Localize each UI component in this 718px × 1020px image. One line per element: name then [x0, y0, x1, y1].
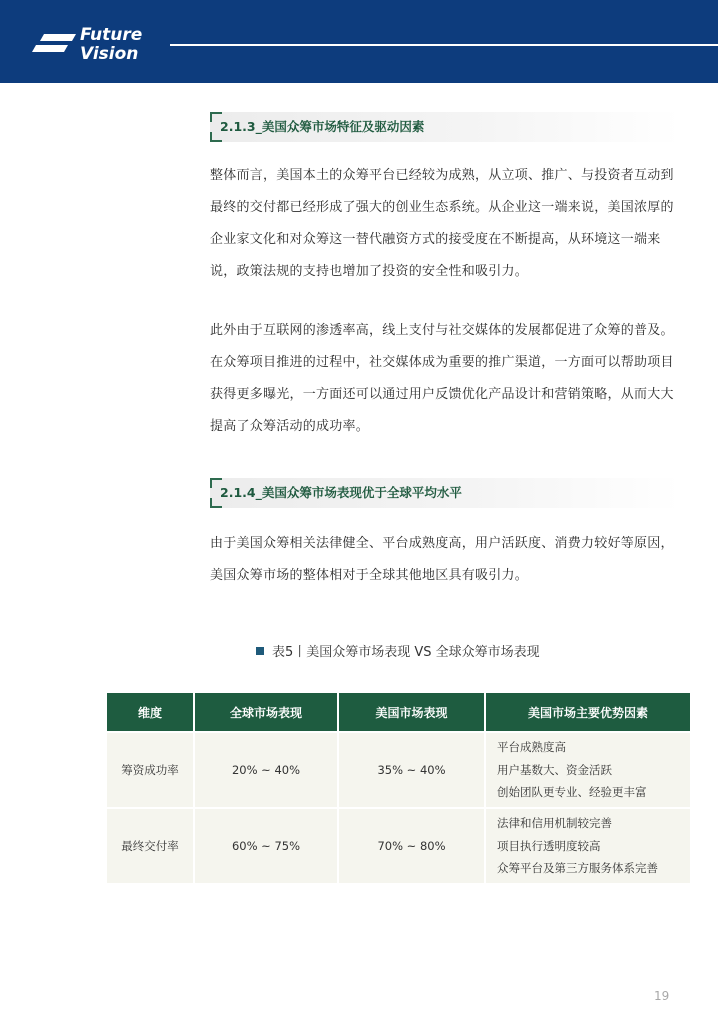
table-cell-factors — [485, 732, 690, 808]
column-header: 美国市场主要优势因素 — [485, 693, 690, 732]
section-title: 2.1.4_美国众筹市场表现优于全球平均水平 — [220, 485, 462, 500]
table-header-row — [107, 693, 690, 732]
factor-item: 用户基数大、资金活跃 — [497, 762, 612, 777]
column-header: 维度 — [107, 693, 194, 732]
table-cell: 20% ~ 40% — [194, 732, 338, 808]
page-header — [0, 0, 718, 83]
logo-line-1: Future — [80, 25, 143, 45]
paragraph: 由于美国众筹相关法律健全、平台成熟度高，用户活跃度、消费力较好等原因，美国众筹市场的整体相对于全球其他地区具有吸引力。 — [210, 536, 674, 583]
factor-item: 平台成熟度高 — [497, 740, 566, 755]
table-cell: 筹资成功率 — [107, 732, 194, 808]
table-cell: 70% ~ 80% — [338, 808, 485, 883]
paragraph: 此外由于互联网的渗透率高，线上支付与社交媒体的发展都促进了众筹的普及。在众筹项目推进的过程中，社交媒体成为重要的推广渠道，一方面可以帮助项目获得更多曝光，一方面还可以通过用户反馈优化产品设计和营销策略，从而大大提高了众筹活动的成功率。 — [210, 323, 674, 434]
logo-line-2: Vision — [80, 44, 139, 64]
table-cell: 60% ~ 75% — [194, 808, 338, 883]
paragraph: 整体而言，美国本土的众筹平台已经较为成熟，从立项、推广、与投资者互动到最终的交付都已经形成了强大的创业生态系统。从企业这一端来说，美国浓厚的企业家文化和对众筹这一替代融资方式的接受度在不断提高，从环境这一端来说，政策法规的支持也增加了投资的安全性和吸引力。 — [210, 168, 674, 279]
table-cell: 35% ~ 40% — [338, 732, 485, 808]
square-bullet-icon — [256, 647, 264, 655]
section-heading-2-1-3 — [210, 112, 680, 142]
factor-item: 众筹平台及第三方服务体系完善 — [497, 861, 658, 876]
factor-item: 法律和信用机制较完善 — [497, 816, 612, 831]
table-row — [107, 732, 690, 808]
table-caption — [256, 644, 540, 662]
factor-item: 创始团队更专业、经验更丰富 — [497, 785, 647, 800]
column-header: 全球市场表现 — [194, 693, 338, 732]
comparison-table — [107, 693, 690, 883]
logo-text — [80, 26, 142, 64]
header-divider — [170, 44, 718, 46]
future-vision-logo-icon — [30, 34, 76, 56]
table-row — [107, 808, 690, 883]
section-title: 2.1.3_美国众筹市场特征及驱动因素 — [220, 119, 425, 134]
table-cell-factors — [485, 808, 690, 883]
table-caption-text: 表5丨美国众筹市场表现 VS 全球众筹市场表现 — [272, 645, 540, 660]
section-heading-2-1-4 — [210, 478, 680, 508]
table-cell: 最终交付率 — [107, 808, 194, 883]
factor-item: 项目执行透明度较高 — [497, 838, 601, 853]
page-number: 19 — [654, 989, 670, 1003]
column-header: 美国市场表现 — [338, 693, 485, 732]
